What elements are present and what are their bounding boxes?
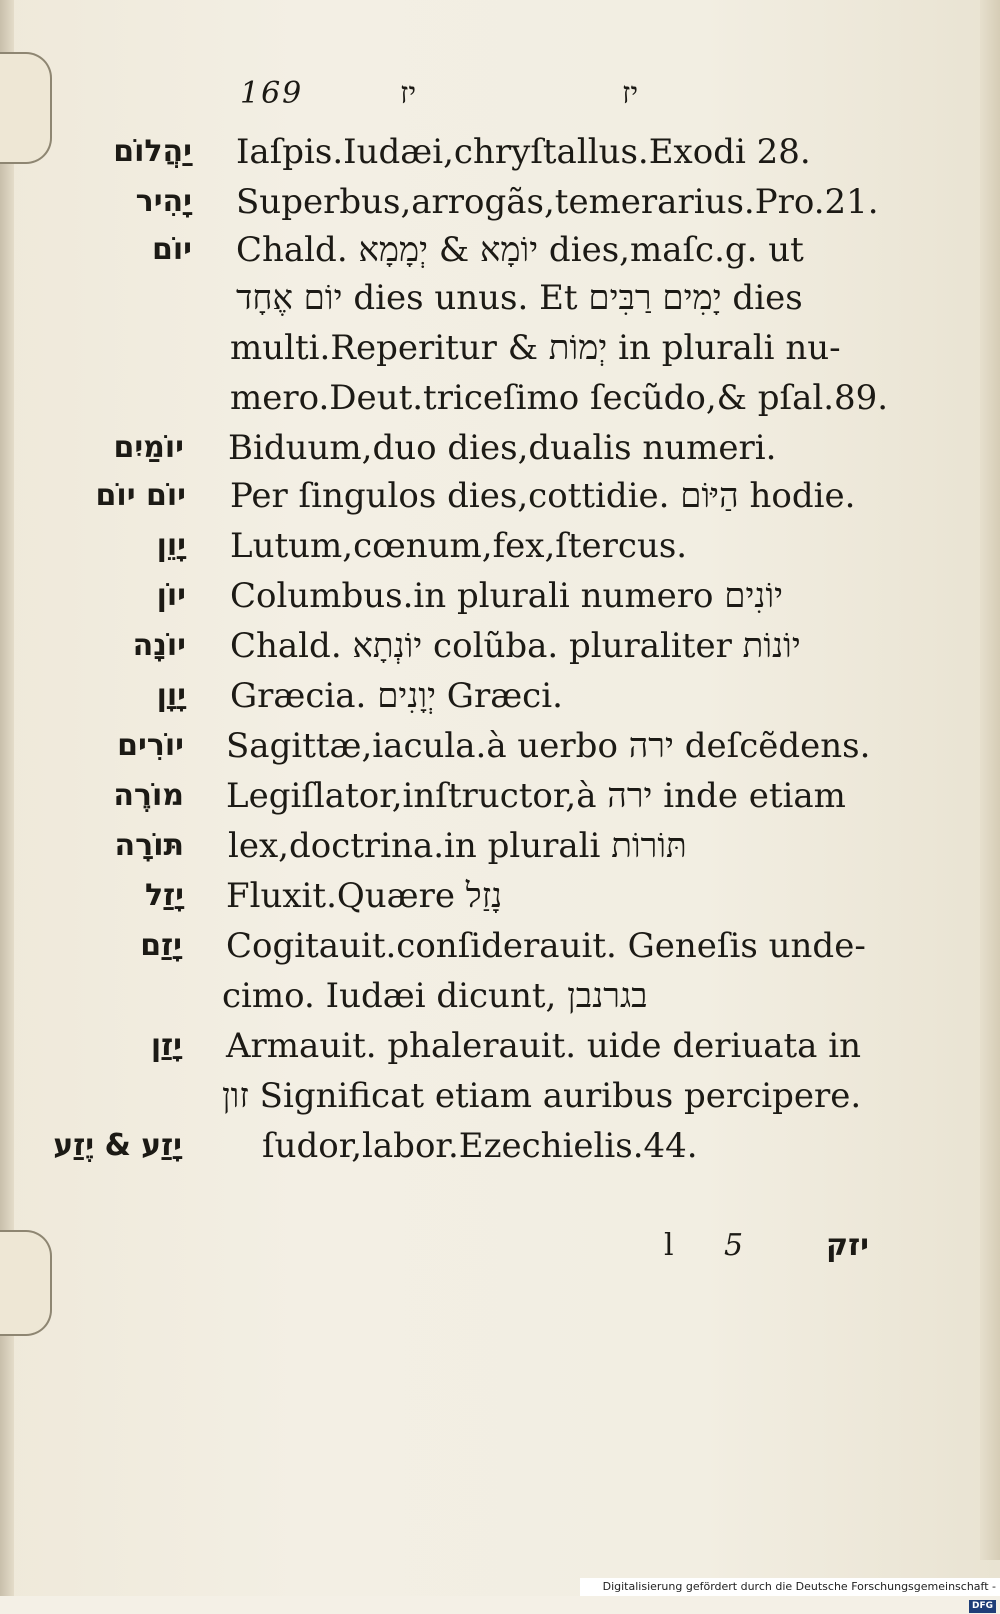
entry-gloss: ſudor,labor.Ezechielis.44. xyxy=(262,1126,698,1166)
entry-gloss: Superbus,arrogãs,temerarius.Pro.21. xyxy=(236,182,879,222)
entry-gloss: Græcia. יְוָנִים Græci. xyxy=(230,676,563,716)
dfg-logo-icon: DFG xyxy=(969,1600,996,1613)
entry-headword: יָזַל xyxy=(145,878,184,913)
entry-line xyxy=(0,920,960,972)
entry-gloss: lex,doctrina.in plurali תּוֹרוֹת xyxy=(228,826,687,866)
entry-headword: יָוֵן xyxy=(156,528,186,563)
entry-headword: תּוֹרָה xyxy=(114,828,184,863)
entry-line xyxy=(0,322,960,374)
catchword: יזק xyxy=(826,1228,869,1263)
entry-line xyxy=(0,720,960,772)
entry-gloss: Chald. יוֹמָא & יְמָמָא dies,maſc.g. ut xyxy=(236,230,804,270)
entry-line xyxy=(0,1020,960,1072)
entry-line xyxy=(0,224,960,276)
entry-line xyxy=(0,372,960,424)
entry-line xyxy=(0,820,960,872)
entry-headword: יָהִיר xyxy=(135,184,192,219)
entry-headword: יָזַן xyxy=(150,1028,182,1063)
entry-gloss: Legiſlator,inſtructor,à ירה inde etiam xyxy=(226,776,846,816)
entry-line xyxy=(0,1120,960,1172)
entry-line xyxy=(0,520,960,572)
entry-line xyxy=(0,670,960,722)
entry-gloss: Iaſpis.Iudæi,chryſtallus.Exodi 28. xyxy=(236,132,811,172)
entry-headword: יוֹנָה xyxy=(132,628,186,663)
entry-headword: מוֹרֶה xyxy=(113,778,184,813)
page-edge xyxy=(980,0,1000,1560)
entry-line xyxy=(0,272,960,324)
digitization-footer xyxy=(580,1578,1000,1611)
entry-gloss: Biduum,duo dies,dualis numeri. xyxy=(228,428,777,468)
signature-mark: l xyxy=(664,1228,674,1263)
entry-headword: יָוָן xyxy=(156,678,186,713)
signature-number: 5 xyxy=(724,1228,744,1263)
entry-line xyxy=(0,570,960,622)
entry-gloss: multi.Reperitur & יְמוֹת in plurali nu- xyxy=(230,328,841,368)
entry-headword: יַהֲלוֹם xyxy=(113,134,192,169)
entry-gloss: mero.Deut.triceſimo ſecũdo,& pſal.89. xyxy=(230,378,889,418)
entry-gloss: Chald. יוֹנְתָא colũba. pluraliter יוֹנוֹת xyxy=(230,626,801,666)
entry-gloss: cimo. Iudæi dicunt, בגרנבן xyxy=(222,976,648,1016)
entry-line xyxy=(0,620,960,672)
entry-headword: יָזַע & יֶזַע xyxy=(53,1128,182,1163)
entry-headword: יוֹם יוֹם xyxy=(95,478,186,513)
entry-line xyxy=(0,970,960,1022)
entry-headword: יָזַם xyxy=(140,928,182,963)
signature-line xyxy=(0,1228,1000,1278)
entry-line xyxy=(0,870,960,922)
entry-headword: יוֹן xyxy=(156,578,186,613)
entry-gloss: Fluxit.Quære נָזַל xyxy=(226,876,503,916)
running-head-left: יז xyxy=(400,76,417,111)
entry-gloss: Sagittæ,iacula.à uerbo ירה deſcẽdens. xyxy=(226,726,871,766)
entry-line xyxy=(0,470,960,522)
entry-line xyxy=(0,1070,960,1122)
entry-gloss: Columbus.in plurali numero יוֹנִים xyxy=(230,576,784,616)
entry-gloss: יוֹם אֶחָד dies unus. Et יָמִים רַבִּים dies xyxy=(236,278,803,318)
entry-line xyxy=(0,422,960,474)
folio-number: 169 xyxy=(240,76,304,111)
entry-gloss: Lutum,cœnum,fex,ſtercus. xyxy=(230,526,688,566)
footer-text: Digitalisierung gefördert durch die Deutsche Forschungsgemeinschaft - xyxy=(602,1580,996,1593)
entry-gloss: זון Significat etiam auribus percipere. xyxy=(222,1076,862,1116)
page-header xyxy=(0,76,1000,126)
entry-headword: יוֹרִים xyxy=(117,728,184,763)
entry-gloss: Cogitauit.conſiderauit. Geneſis unde- xyxy=(226,926,866,966)
entry-gloss: Per ſingulos dies,cottidie. הַיּוֹם hodie. xyxy=(230,476,856,516)
entry-line xyxy=(0,126,960,178)
running-head-right: יז xyxy=(622,76,639,111)
entry-line xyxy=(0,176,960,228)
entry-line xyxy=(0,770,960,822)
entry-headword: יוֹם xyxy=(151,232,192,267)
entry-headword: יוֹמַיִם xyxy=(113,430,184,465)
entry-gloss: Armauit. phalerauit. uide deriuata in xyxy=(226,1026,862,1066)
